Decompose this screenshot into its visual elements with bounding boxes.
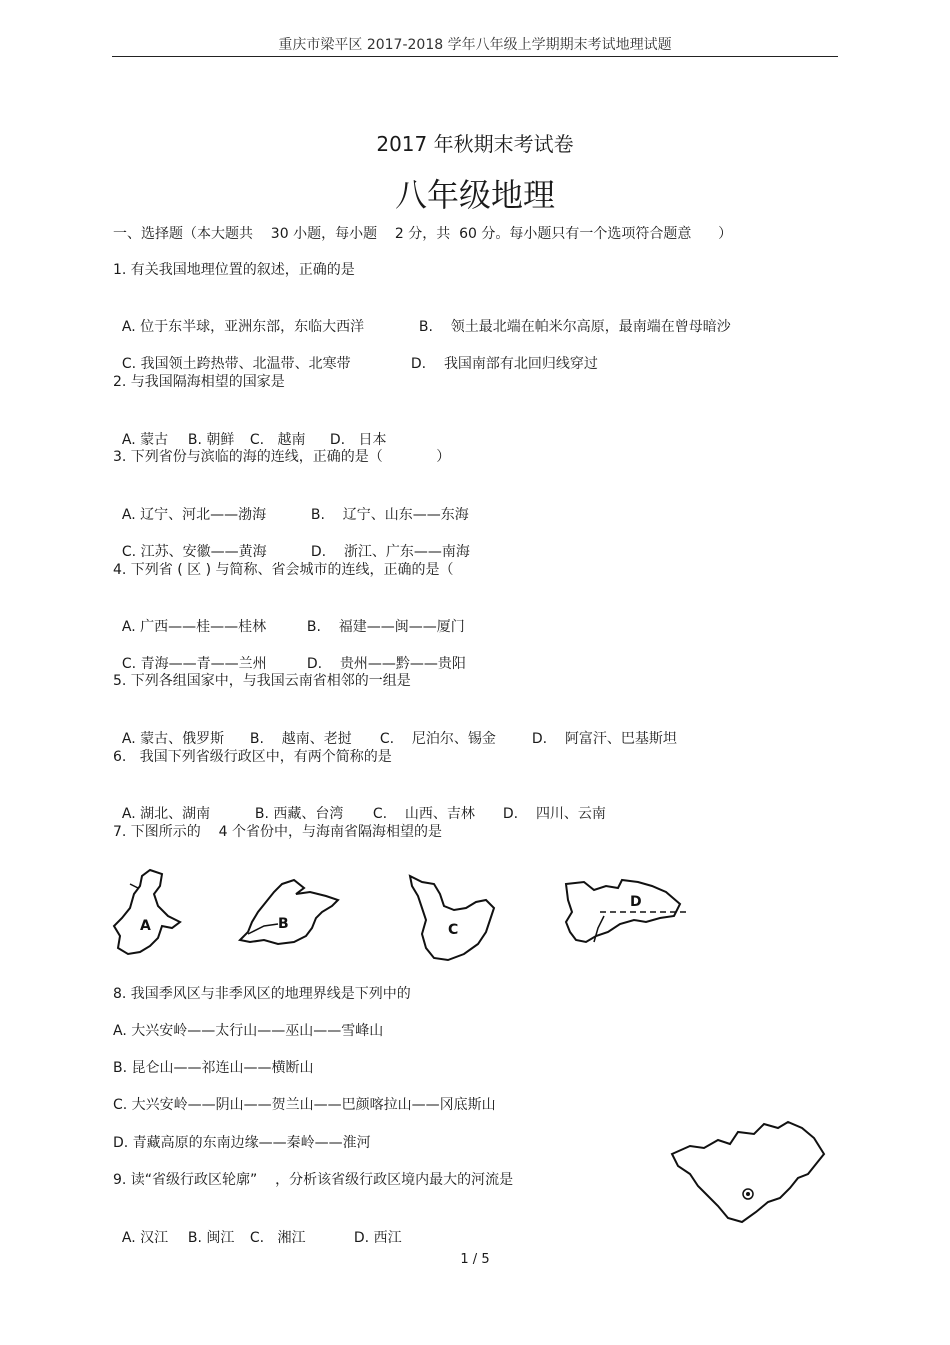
option-a: A. 广西——桂——桂林: [121, 619, 267, 635]
question-1-options-row-2: [113, 334, 598, 374]
question-1-stem: 1. 有关我国地理位置的叙述，正确的是: [113, 262, 355, 278]
map-label-c: C: [448, 922, 459, 938]
option-a: A. 大兴安岭——太行山——巫山——雪峰山: [113, 1023, 384, 1039]
header-divider: [112, 56, 838, 57]
option-c: C. 湘江: [249, 1230, 306, 1246]
option-a: A. 蒙古、俄罗斯: [121, 731, 225, 747]
option-b: B. 福建——闽——厦门: [306, 619, 465, 635]
question-1-options-row-1: [113, 297, 731, 337]
option-c: C. 我国领土跨热带、北温带、北寒带: [121, 356, 351, 372]
map-label-d: D: [630, 894, 642, 910]
question-4-options-row-2: [113, 634, 466, 674]
question-3-options-row-2: [113, 522, 470, 562]
question-4-stem: 4. 下列省 ( 区 ) 与简称、省会城市的连线，正确的是（: [113, 562, 454, 578]
option-a: A. 辽宁、河北——渤海: [121, 507, 267, 523]
option-c: C. 江苏、安徽——黄海: [121, 544, 267, 560]
province-map-d: [564, 876, 694, 952]
option-b: B. 越南、老挝: [249, 731, 352, 747]
question-5-stem: 5. 下列各组国家中，与我国云南省相邻的一组是: [113, 673, 411, 689]
exam-title: 2017 年秋期末考试卷: [376, 132, 574, 156]
question-6-options: [113, 784, 606, 824]
province-map-a: [110, 866, 190, 958]
option-b: B. 西藏、台湾: [254, 806, 344, 822]
option-d: D. 贵州——黔——贵阳: [306, 656, 466, 672]
question-2-options: [113, 410, 387, 450]
option-a: A. 位于东半球，亚洲东部，东临大西洋: [121, 319, 365, 335]
question-3-stem: 3. 下列省份与滨临的海的连线，正确的是（ ）: [113, 449, 451, 465]
option-c: C. 山西、吉林: [372, 806, 475, 822]
option-a: A. 湖北、湖南: [121, 806, 211, 822]
question-6-stem: 6. 我国下列省级行政区中，有两个简称的是: [113, 749, 392, 765]
option-a: A. 蒙古: [121, 432, 169, 448]
question-2-stem: 2. 与我国隔海相望的国家是: [113, 374, 285, 390]
option-d: D. 我国南部有北回归线穿过: [410, 356, 598, 372]
option-b: B. 朝鲜: [187, 432, 235, 448]
option-b: B. 昆仑山——祁连山——横断山: [113, 1060, 314, 1076]
province-map-c: [404, 872, 504, 964]
option-d: D. 青藏高原的东南边缘——秦岭——淮河: [113, 1135, 371, 1151]
option-b: B. 闽江: [187, 1230, 235, 1246]
map-label-a: A: [140, 918, 151, 934]
option-c: C. 越南: [249, 432, 306, 448]
option-c: C. 青海——青——兰州: [121, 656, 267, 672]
option-c: C. 尼泊尔、锡金: [379, 731, 496, 747]
option-d: D. 西江: [353, 1230, 402, 1246]
section-heading: 一、选择题（本大题共 30 小题，每小题 2 分，共 60 分。每小题只有一个选项符合题意 ）: [113, 226, 733, 242]
subject-title: 八年级地理: [394, 176, 555, 214]
question-9-options: [113, 1208, 402, 1248]
question-3-options-row-1: [113, 485, 469, 525]
option-d: D. 阿富汗、巴基斯坦: [531, 731, 677, 747]
option-d: D. 日本: [329, 432, 387, 448]
option-b: B. 领土最北端在帕米尔高原，最南端在曾母暗沙: [418, 319, 731, 335]
map-label-b: B: [278, 916, 289, 932]
question-7-stem: 7. 下图所示的 4 个省份中，与海南省隔海相望的是: [113, 824, 442, 840]
page-number: 1 / 5: [460, 1252, 490, 1267]
document-header: 重庆市梁平区 2017-2018 学年八年级上学期期末考试地理试题: [278, 37, 672, 53]
province-outline-map: [668, 1118, 830, 1230]
question-5-options: [113, 709, 677, 749]
province-map-b: [234, 878, 344, 950]
option-c: C. 大兴安岭——阴山——贺兰山——巴颜喀拉山——冈底斯山: [113, 1097, 496, 1113]
question-8-stem: 8. 我国季风区与非季风区的地理界线是下列中的: [113, 986, 411, 1002]
option-d: D. 浙江、广东——南海: [310, 544, 470, 560]
option-d: D. 四川、云南: [502, 806, 606, 822]
question-4-options-row-1: [113, 597, 465, 637]
option-a: A. 汉江: [121, 1230, 169, 1246]
option-b: B. 辽宁、山东——东海: [310, 507, 469, 523]
question-9-stem: 9. 读“省级行政区轮廓” ，分析该省级行政区境内最大的河流是: [113, 1172, 514, 1188]
